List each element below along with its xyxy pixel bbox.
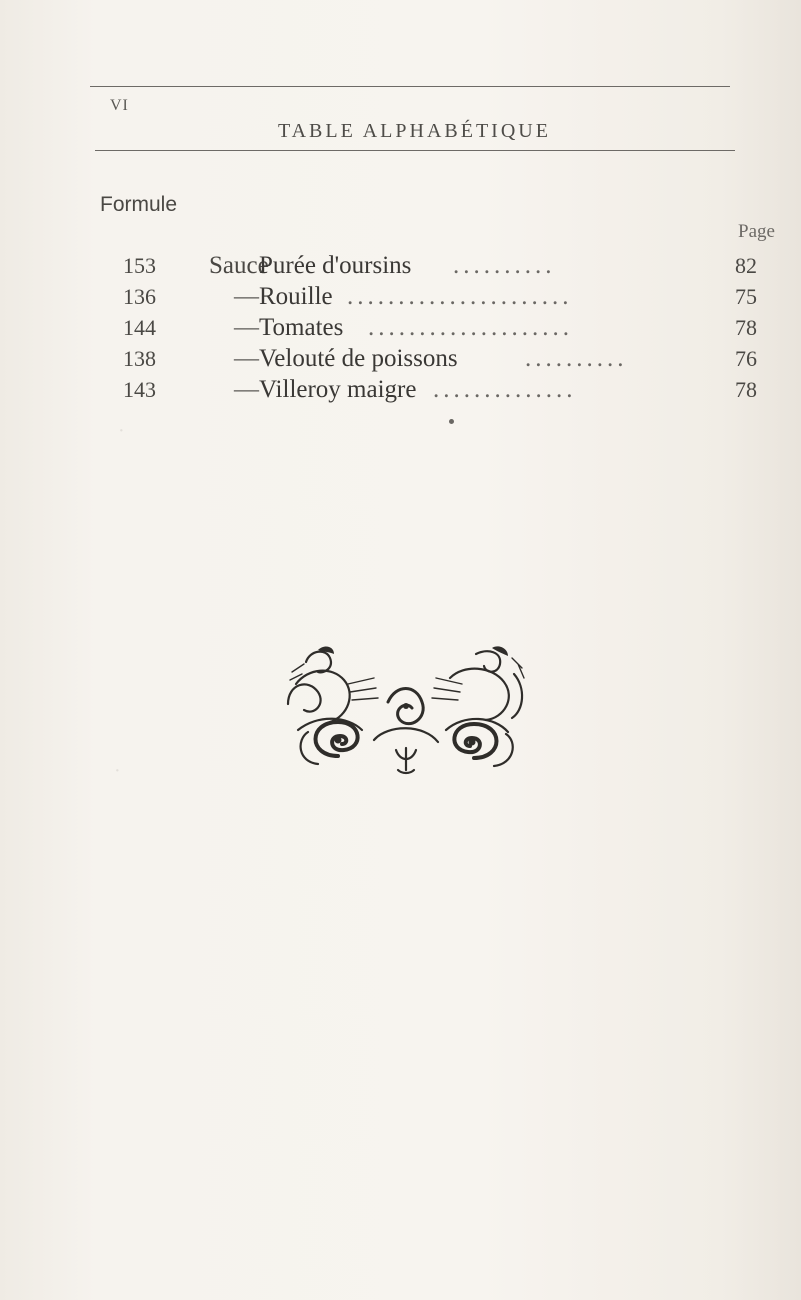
entry-page-number: 76 (735, 346, 757, 371)
entry-name: Velouté de poissons (259, 345, 458, 372)
stray-dot (449, 419, 454, 424)
running-title: TABLE ALPHABÉTIQUE (278, 120, 551, 142)
index-entry (123, 374, 773, 405)
header-rule-bottom (95, 150, 735, 151)
index-entry (123, 250, 773, 281)
index-entry (123, 312, 773, 343)
entry-leader: .......... (525, 345, 628, 372)
entry-prefix: — (234, 376, 259, 403)
entry-prefix: — (234, 314, 259, 341)
header-rule-top (90, 86, 730, 87)
page-column-label: Page (738, 221, 775, 242)
page-number: VI (110, 97, 129, 114)
decorative-scroll-ornament-icon (278, 644, 532, 778)
entry-formula-number: 138 (123, 346, 156, 371)
entry-name: Tomates (259, 314, 344, 341)
entry-formula-number: 136 (123, 284, 156, 309)
entry-page-number: 78 (735, 377, 757, 402)
entry-leader: .............. (433, 376, 577, 403)
entry-prefix: — (234, 283, 259, 310)
index-entry (123, 281, 773, 312)
entry-prefix: — (234, 345, 259, 372)
bleed-through-mark: · (114, 760, 121, 782)
entry-page-number: 78 (735, 315, 757, 340)
entry-leader: ...................... (347, 283, 573, 310)
formula-column-label: Formule (100, 193, 178, 216)
entry-page-number: 82 (735, 253, 757, 278)
entry-prefix: Sauce (209, 252, 269, 279)
index-entries (123, 250, 773, 405)
entry-name: Villeroy maigre (259, 376, 417, 403)
entry-name: Purée d'oursins (259, 252, 412, 279)
entry-formula-number: 144 (123, 315, 156, 340)
entry-leader: .................... (368, 314, 573, 341)
entry-formula-number: 143 (123, 377, 156, 402)
bleed-through-mark: · (118, 420, 125, 442)
entry-page-number: 75 (735, 284, 757, 309)
index-entry (123, 343, 773, 374)
entry-formula-number: 153 (123, 253, 156, 278)
entry-name: Rouille (259, 283, 333, 310)
entry-leader: .......... (453, 252, 556, 279)
